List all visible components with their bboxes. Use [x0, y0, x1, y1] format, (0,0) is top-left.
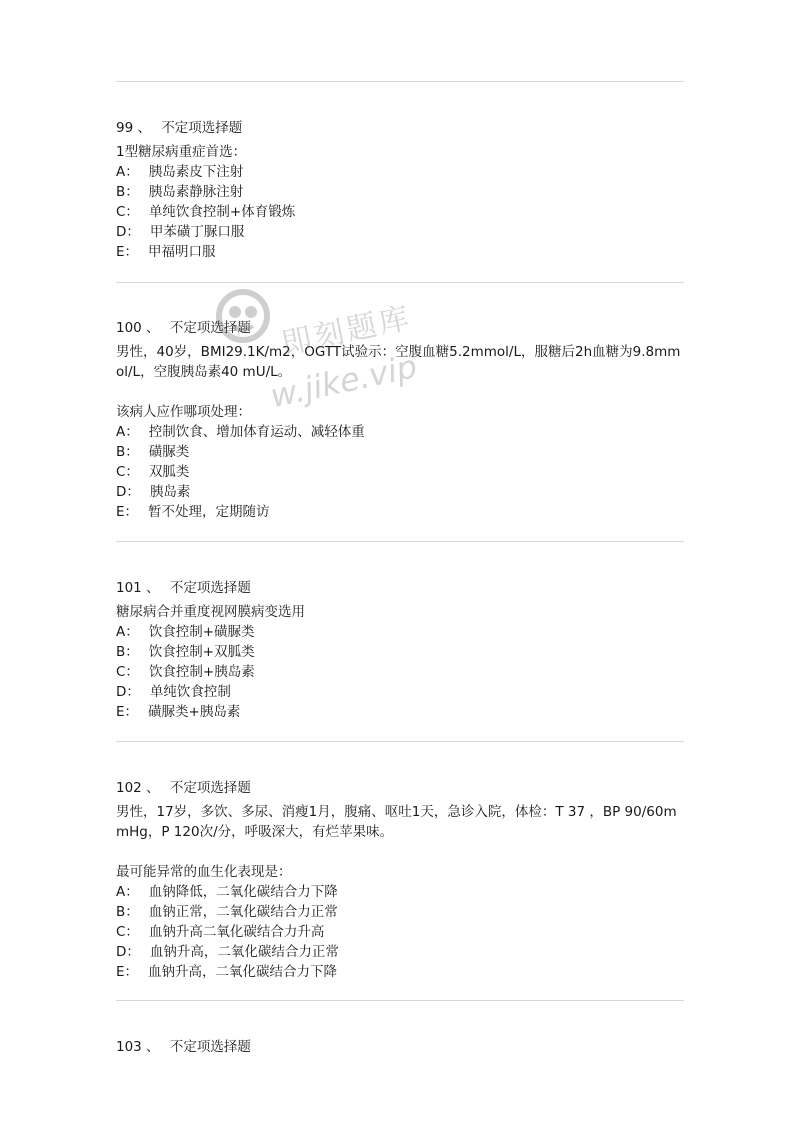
question-header	[116, 578, 684, 598]
option-text: 控制饮食、增加体育运动、减轻体重	[148, 424, 365, 440]
option-d	[116, 482, 684, 502]
watermark-brand: 即刻题库	[278, 300, 416, 363]
option-text: 磺脲类+胰岛素	[148, 704, 241, 720]
option-b	[116, 902, 684, 922]
question-99	[116, 118, 684, 262]
option-key: B：	[116, 644, 139, 660]
option-key: A：	[116, 424, 139, 440]
question-number: 101 、	[116, 580, 160, 596]
option-d	[116, 942, 684, 962]
option-text: 血钠升高，二氧化碳结合力下降	[148, 964, 338, 980]
question-header	[116, 318, 684, 338]
watermark-url: w.jike.vip	[267, 347, 421, 416]
option-b	[116, 182, 684, 202]
question-stem: 1型糖尿病重症首选：	[116, 144, 247, 160]
question-number: 102 、	[116, 780, 160, 796]
question-header	[116, 778, 684, 798]
option-key: D：	[116, 224, 140, 240]
question-type: 不定项选择题	[161, 120, 243, 136]
option-key: D：	[116, 684, 140, 700]
option-key: B：	[116, 444, 139, 460]
question-header	[116, 118, 684, 138]
option-text: 双胍类	[148, 464, 190, 480]
option-c	[116, 462, 684, 482]
question-stem: 男性，17岁，多饮、多尿、消瘦1月，腹痛、呕吐1天，急诊入院，体检：T 37 ，BP 90/60mmHg，P 120次/分，呼吸深大，有烂苹果味。	[116, 804, 677, 840]
option-key: A：	[116, 624, 139, 640]
option-text: 饮食控制+磺脲类	[148, 624, 255, 640]
option-c	[116, 922, 684, 942]
option-key: A：	[116, 884, 139, 900]
option-text: 血钠升高，二氧化碳结合力正常	[149, 944, 339, 960]
question-103	[116, 1037, 684, 1057]
question-101	[116, 578, 684, 722]
question-type: 不定项选择题	[169, 580, 251, 596]
question-prompt: 该病人应作哪项处理：	[116, 404, 251, 420]
question-100	[116, 318, 684, 522]
option-key: A：	[116, 164, 139, 180]
blank-line	[116, 382, 684, 402]
option-key: C：	[116, 204, 139, 220]
option-e	[116, 502, 684, 522]
option-text: 饮食控制+胰岛素	[148, 664, 255, 680]
question-type: 不定项选择题	[169, 1039, 251, 1055]
question-type: 不定项选择题	[169, 780, 251, 796]
option-key: D：	[116, 484, 140, 500]
option-d	[116, 682, 684, 702]
option-text: 血钠升高二氧化碳结合力升高	[148, 924, 325, 940]
option-text: 磺脲类	[148, 444, 190, 460]
option-key: B：	[116, 184, 139, 200]
option-text: 单纯饮食控制+体育锻炼	[148, 204, 296, 220]
option-text: 血钠正常，二氧化碳结合力正常	[148, 904, 338, 920]
option-text: 胰岛素	[149, 484, 191, 500]
option-key: C：	[116, 924, 139, 940]
option-d	[116, 222, 684, 242]
option-a	[116, 882, 684, 902]
divider	[116, 1000, 684, 1001]
question-number: 103 、	[116, 1039, 160, 1055]
divider	[116, 541, 684, 542]
question-header	[116, 1037, 684, 1057]
option-a	[116, 162, 684, 182]
option-key: E：	[116, 964, 139, 980]
divider	[116, 741, 684, 742]
divider	[116, 81, 684, 82]
option-text: 饮食控制+双胍类	[148, 644, 255, 660]
option-key: B：	[116, 904, 139, 920]
option-key: D：	[116, 944, 140, 960]
option-b	[116, 642, 684, 662]
option-key: C：	[116, 464, 139, 480]
divider	[116, 282, 684, 283]
question-stem: 男性，40岁，BMI29.1K/m2，OGTT试验示：空腹血糖5.2mmol/L，服糖后2h血糖为9.8mmol/L，空腹胰岛素40 mU/L。	[116, 344, 681, 380]
option-text: 单纯饮食控制	[149, 684, 231, 700]
option-key: E：	[116, 704, 139, 720]
option-a	[116, 422, 684, 442]
option-a	[116, 622, 684, 642]
question-stem: 糖尿病合并重度视网膜病变选用	[116, 604, 305, 620]
option-text: 胰岛素皮下注射	[148, 164, 244, 180]
option-text: 暂不处理，定期随访	[148, 504, 270, 520]
question-number: 100 、	[116, 320, 160, 336]
option-c	[116, 202, 684, 222]
question-102	[116, 778, 684, 982]
option-c	[116, 662, 684, 682]
option-e	[116, 702, 684, 722]
option-text: 甲福明口服	[148, 244, 216, 260]
option-e	[116, 962, 684, 982]
blank-line	[116, 842, 684, 862]
question-type: 不定项选择题	[169, 320, 251, 336]
option-text: 血钠降低，二氧化碳结合力下降	[148, 884, 338, 900]
option-e	[116, 242, 684, 262]
option-key: E：	[116, 244, 139, 260]
question-prompt: 最可能异常的血生化表现是：	[116, 864, 292, 880]
option-key: E：	[116, 504, 139, 520]
option-text: 甲苯磺丁脲口服	[149, 224, 245, 240]
option-key: C：	[116, 664, 139, 680]
question-number: 99 、	[116, 120, 151, 136]
option-text: 胰岛素静脉注射	[148, 184, 244, 200]
option-b	[116, 442, 684, 462]
